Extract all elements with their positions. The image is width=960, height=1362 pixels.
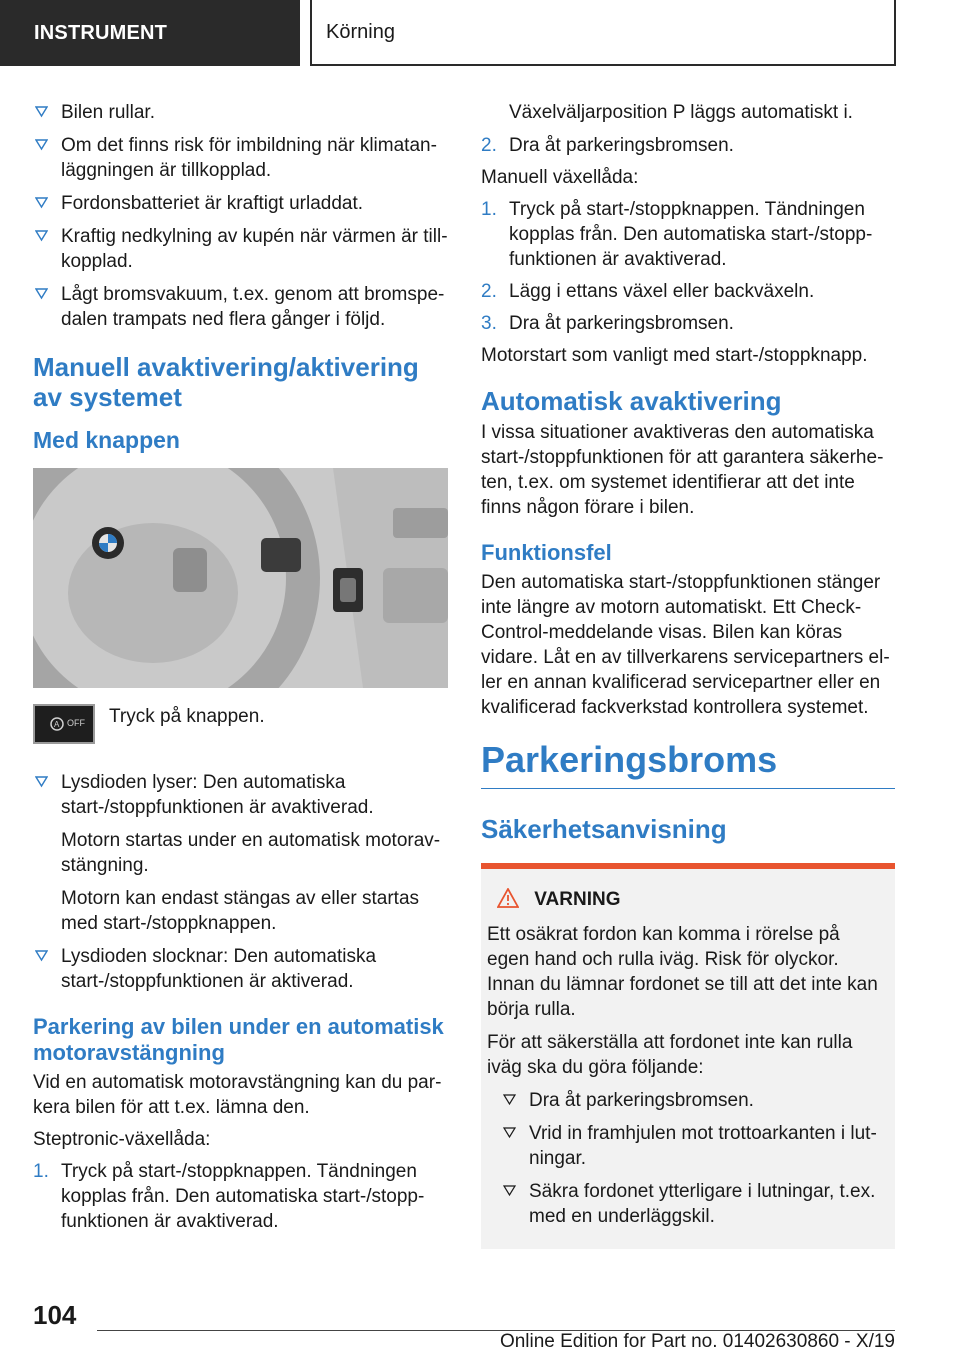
heading-auto-deactivation: Automatisk avaktivering: [481, 386, 782, 416]
list-item: [487, 1121, 887, 1171]
bullet-triangle-icon: [35, 949, 48, 962]
steering-wheel-photo: [33, 468, 448, 688]
left-column: [33, 100, 448, 1241]
list-item: [33, 282, 448, 332]
page-number: 104: [33, 1300, 77, 1330]
step-text: Tryck på start-/stoppknappen. Tändningen kopplas från. Den automatiska start-/stoppfunktionen är avaktiverad.: [61, 1161, 425, 1232]
paragraph: Steptronic-växellåda:: [33, 1129, 211, 1150]
section-tab: INSTRUMENT: [0, 0, 300, 66]
step-number: 1.: [33, 1161, 49, 1182]
list-item-text: Lysdioden lyser: Den automatiska start-/stoppfunktionen är avaktiverad.: [61, 772, 374, 818]
step-text: Dra åt parkeringsbromsen.: [509, 135, 734, 156]
button-instruction-text: Tryck på knappen.: [109, 706, 265, 727]
numbered-step: [481, 279, 895, 304]
list-item: [33, 944, 448, 994]
list-item-text: Vrid in framhjulen mot trottoarkanten i lutningar.: [529, 1123, 877, 1169]
list-item-text: Lysdioden slocknar: Den automatiska start-/stoppfunktionen är aktiverad.: [61, 946, 377, 992]
step-number: 3.: [481, 313, 497, 334]
step-text: Lägg i ettans växel eller backväxeln.: [509, 281, 815, 302]
heading-manual-deactivation: Manuell avaktivering/aktivering av systemet: [33, 352, 419, 412]
list-item: [487, 1088, 887, 1113]
steering-wheel-illustration: [33, 468, 448, 688]
bullet-triangle-icon: [35, 775, 48, 788]
sub-paragraph: Motorn kan endast stängas av eller startas med start-/stoppknappen.: [61, 888, 420, 934]
bullet-triangle-icon: [35, 105, 48, 118]
chapter-tab: Körning: [310, 0, 896, 66]
list-item: [487, 1179, 887, 1229]
list-item-text: Säkra fordonet ytterligare i lutningar, t.ex. med en underläggskil.: [529, 1181, 876, 1227]
sub-paragraph: Motorn startas under en automatisk motoravstängning.: [61, 830, 441, 876]
bullet-triangle-icon: [35, 229, 48, 242]
list-item-text: Kraftig nedkylning av kupén när värmen är tillkopplad.: [61, 226, 448, 272]
list-item: [33, 133, 448, 183]
paragraph: Manuell växellåda:: [481, 167, 639, 188]
warning-triangle-icon: [497, 888, 519, 908]
svg-text:A: A: [54, 720, 60, 729]
list-item: [33, 100, 448, 125]
heading-parking: Parkering av bilen under en automatisk motoravstängning: [33, 1014, 444, 1065]
paragraph: Vid en automatisk motoravstängning kan du parkera bilen för att t.ex. lämna den.: [33, 1072, 442, 1118]
warning-box: [481, 863, 895, 1249]
warning-title: [487, 887, 887, 912]
heading-safety: Säkerhetsanvisning: [481, 814, 727, 844]
footer-edition: Online Edition for Part no. 01402630860 - X/19: [499, 1331, 895, 1352]
bullet-triangle-icon: [35, 138, 48, 151]
bullet-triangle-icon: [503, 1184, 516, 1197]
bullet-triangle-icon: [503, 1126, 516, 1139]
paragraph: Den automatiska start-/stoppfunktionen stänger inte längre av motorn automatiskt. Ett Check-Control-meddelande visas. Bilen kan köras vidare. Låt en av tillverkarens servicepartners eller en annan kvalificerad servicepartner eller en kvalificerad fackverkstad kontrollera systemet.: [481, 572, 890, 718]
step-text: Dra åt parkeringsbromsen.: [509, 313, 734, 334]
list-item: [33, 770, 448, 820]
paragraph: I vissa situationer avaktiveras den automatiska start-/stoppfunktionen för att garantera säkerheten, t.ex. om systemet identifierar att det inte finns någon förare i bilen.: [481, 422, 884, 518]
warning-paragraph: Ett osäkrat fordon kan komma i rörelse på egen hand och rulla iväg. Risk för olyckor. Innan du lämnar fordonet se till att det inte kan börja rulla.: [487, 924, 878, 1020]
paragraph: Motorstart som vanligt med start-/stoppknapp.: [481, 345, 868, 366]
list-item-text: Dra åt parkeringsbromsen.: [529, 1090, 754, 1111]
numbered-step: [481, 133, 895, 158]
sub-paragraph: Växelväljarposition P läggs automatiskt i.: [509, 102, 853, 123]
bullet-triangle-icon: [35, 196, 48, 209]
auto-start-stop-button-icon: [33, 704, 95, 744]
list-item-text: Bilen rullar.: [61, 102, 155, 123]
list-item-text: Om det finns risk för imbildning när klimatanläggningen är tillkopplad.: [61, 135, 437, 181]
heading-parking-brake: Parkeringsbroms: [481, 738, 895, 789]
warning-label: VARNING: [534, 889, 621, 910]
bullet-triangle-icon: [35, 287, 48, 300]
step-number: 1.: [481, 199, 497, 220]
button-instruction: [33, 704, 448, 756]
list-item-text: Lågt bromsvakuum, t.ex. genom att bromspedalen trampats ned flera gånger i följd.: [61, 284, 445, 330]
numbered-step: [481, 311, 895, 336]
numbered-step: [33, 1159, 448, 1234]
warning-paragraph: För att säkerställa att fordonet inte kan rulla iväg ska du göra följande:: [487, 1032, 853, 1078]
heading-malfunction: Funktionsfel: [481, 540, 612, 565]
step-number: 2.: [481, 281, 497, 302]
numbered-step: [481, 197, 895, 272]
heading-with-button: Med knappen: [33, 427, 180, 453]
list-item-text: Fordonsbatteriet är kraftigt urladdat.: [61, 193, 364, 214]
right-column: [481, 100, 895, 1249]
bullet-triangle-icon: [503, 1093, 516, 1106]
button-off-label: OFF: [67, 718, 85, 728]
step-number: 2.: [481, 135, 497, 156]
list-item: [33, 191, 448, 216]
step-text: Tryck på start-/stoppknappen. Tändningen kopplas från. Den automatiska start-/stoppfunktionen är avaktiverad.: [509, 199, 873, 270]
list-item: [33, 224, 448, 274]
